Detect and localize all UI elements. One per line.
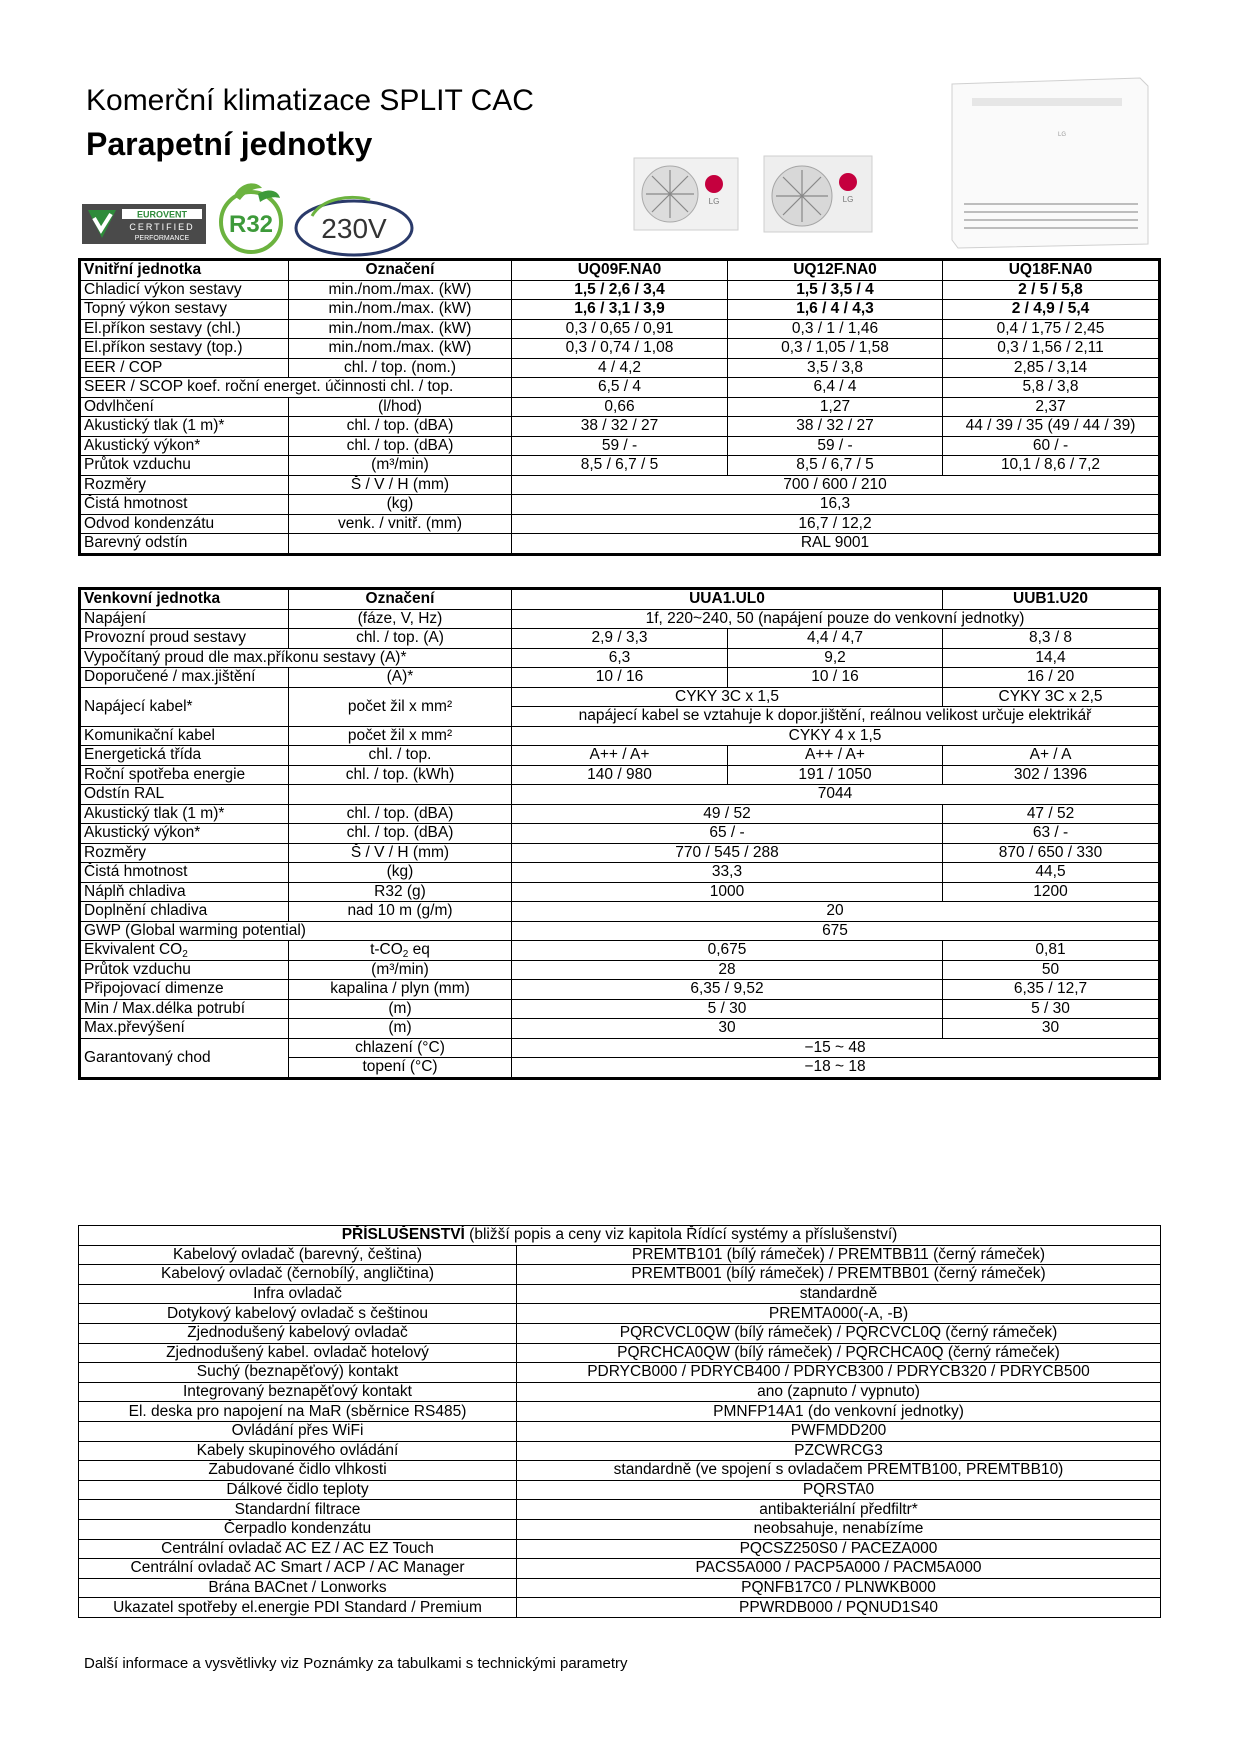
accessory-value: PQCSZ250S0 / PACEZA000 (517, 1539, 1161, 1559)
row-label: Provozní proud sestavy (80, 629, 289, 649)
table-row (80, 921, 1160, 941)
row-unit: (m³/min) (289, 960, 512, 980)
table-row (80, 319, 1160, 339)
row-value-span: RAL 9001 (512, 534, 1160, 555)
header-cell: Označení (289, 260, 512, 281)
accessory-value: antibakteriální předfiltr* (517, 1500, 1161, 1520)
row-value: 44,5 (943, 863, 1160, 883)
table-row (80, 397, 1160, 417)
row-label: Chladicí výkon sestavy (80, 280, 289, 300)
table-header-row (80, 260, 1160, 281)
unit-subscript: 2 (402, 949, 409, 960)
row-unit: chl. / top. (A) (289, 629, 512, 649)
row-unit (289, 534, 512, 555)
accessory-row (79, 1402, 1161, 1422)
row-value-span: 1f, 220~240, 50 (napájení pouze do venkovní jednotky) (512, 609, 1160, 629)
row-label: Max.převýšení (80, 1019, 289, 1039)
row-label: Čistá hmotnost (80, 863, 289, 883)
row-label: Doplnění chladiva (80, 902, 289, 922)
row-value-span: 16,3 (512, 495, 1160, 515)
row-value-span: 20 (512, 902, 1160, 922)
row-unit: chl. / top. (dBA) (289, 804, 512, 824)
row-unit: (m) (289, 1019, 512, 1039)
table-row (80, 339, 1160, 359)
row-label: GWP (Global warming potential) (80, 921, 512, 941)
accessory-value: standardně (ve spojení s ovladačem PREMTB100, PREMTBB10) (517, 1461, 1161, 1481)
row-unit: chlazení (°C) (289, 1038, 512, 1058)
accessories-title-rest: (bližší popis a ceny viz kapitola Řídící systémy a příslušenství) (464, 1226, 898, 1244)
table-row (80, 1038, 1160, 1058)
accessory-row (79, 1421, 1161, 1441)
accessory-row (79, 1578, 1161, 1598)
accessory-value: PZCWRCG3 (517, 1441, 1161, 1461)
row-label: Rozměry (80, 475, 289, 495)
row-label: Doporučené / max.jištění (80, 668, 289, 688)
brand-logo-text-3: LG (1058, 132, 1067, 138)
row-value: 8,5 / 6,7 / 5 (728, 456, 943, 476)
accessory-value: PQNFB17C0 / PLNWKB000 (517, 1578, 1161, 1598)
row-value: 8,3 / 8 (943, 629, 1160, 649)
row-label: Akustický výkon* (80, 824, 289, 844)
row-value: A++ / A+ (512, 746, 728, 766)
accessory-name: Kabelový ovladač (barevný, čeština) (79, 1245, 517, 1265)
row-value: 191 / 1050 (728, 765, 943, 785)
brand-logo-text-2: LG (842, 195, 854, 204)
accessory-name: Dálkové čidlo teploty (79, 1480, 517, 1500)
row-unit: (kg) (289, 863, 512, 883)
accessory-value: PREMTB001 (bílý rámeček) / PREMTBB01 (černý rámeček) (517, 1265, 1161, 1285)
accessory-row (79, 1480, 1161, 1500)
eurovent-text-2: CERTIFIED (129, 222, 195, 232)
table-row (80, 902, 1160, 922)
table-row (80, 609, 1160, 629)
accessory-name: Ukazatel spotřeby el.energie PDI Standard / Premium (79, 1598, 517, 1618)
row-label: Odvlhčení (80, 397, 289, 417)
row-value: 6,35 / 12,7 (943, 980, 1160, 1000)
table-row (80, 746, 1160, 766)
row-value: 1,5 / 2,6 / 3,4 (512, 280, 728, 300)
table-row (80, 629, 1160, 649)
accessory-row (79, 1245, 1161, 1265)
accessory-value: PDRYCB000 / PDRYCB400 / PDRYCB300 / PDRYCB320 / PDRYCB500 (517, 1363, 1161, 1383)
row-unit: (A)* (289, 668, 512, 688)
model-header: UQ09F.NA0 (512, 260, 728, 281)
table-row (80, 514, 1160, 534)
row-value-span: 7044 (512, 785, 1160, 805)
row-value: 10 / 16 (728, 668, 943, 688)
row-label: Roční spotřeba energie (80, 765, 289, 785)
eurovent-certified-icon (82, 204, 206, 244)
accessory-row (79, 1559, 1161, 1579)
unit-text: t-CO (370, 941, 403, 959)
row-unit: topení (°C) (289, 1058, 512, 1079)
outdoor-unit-small-image (632, 152, 740, 234)
row-label: Průtok vzduchu (80, 960, 289, 980)
page-title-line1: Komerční klimatizace SPLIT CAC (86, 84, 534, 117)
table-row (80, 687, 1160, 707)
accessory-row (79, 1304, 1161, 1324)
table-row (80, 804, 1160, 824)
row-value: 5,8 / 3,8 (943, 378, 1160, 398)
row-value: 302 / 1396 (943, 765, 1160, 785)
table-row (80, 534, 1160, 555)
accessory-name: Standardní filtrace (79, 1500, 517, 1520)
row-value: 6,35 / 9,52 (512, 980, 943, 1000)
row-unit: min./nom./max. (kW) (289, 339, 512, 359)
accessory-row (79, 1265, 1161, 1285)
row-value: 3,5 / 3,8 (728, 358, 943, 378)
row-unit: (l/hod) (289, 397, 512, 417)
row-value: 2,85 / 3,14 (943, 358, 1160, 378)
model-header: UQ12F.NA0 (728, 260, 943, 281)
table-header-row (80, 589, 1160, 610)
row-value: 8,5 / 6,7 / 5 (512, 456, 728, 476)
row-value: 33,3 (512, 863, 943, 883)
accessory-row (79, 1382, 1161, 1402)
table-row (80, 941, 1160, 961)
voltage-text: 230V (321, 213, 387, 244)
row-value: 50 (943, 960, 1160, 980)
accessory-value: standardně (517, 1284, 1161, 1304)
table-row (80, 456, 1160, 476)
table-row (80, 960, 1160, 980)
row-value-span: 16,7 / 12,2 (512, 514, 1160, 534)
row-unit: R32 (g) (289, 882, 512, 902)
row-value: 49 / 52 (512, 804, 943, 824)
row-unit: min./nom./max. (kW) (289, 300, 512, 320)
row-label: El.příkon sestavy (top.) (80, 339, 289, 359)
table-row (80, 436, 1160, 456)
table-row (80, 475, 1160, 495)
header-cell: Venkovní jednotka (80, 589, 289, 610)
footer-note: Další informace a vysvětlivky viz Poznámky za tabulkami s technickými parametry (84, 1655, 628, 1672)
table-row (80, 999, 1160, 1019)
table-row (80, 417, 1160, 437)
page-title-line2: Parapetní jednotky (86, 126, 373, 162)
row-value: 16 / 20 (943, 668, 1160, 688)
accessory-value: PWFMDD200 (517, 1421, 1161, 1441)
table-row (80, 1019, 1160, 1039)
row-unit: chl. / top. (dBA) (289, 824, 512, 844)
accessory-row (79, 1519, 1161, 1539)
table-row (80, 765, 1160, 785)
row-label: Připojovací dimenze (80, 980, 289, 1000)
accessory-name: El. deska pro napojení na MaR (sběrnice RS485) (79, 1402, 517, 1422)
table-row (80, 495, 1160, 515)
row-value: 0,675 (512, 941, 943, 961)
row-unit: Š / V / H (mm) (289, 475, 512, 495)
row-value: 0,3 / 1 / 1,46 (728, 319, 943, 339)
row-unit: chl. / top. (dBA) (289, 417, 512, 437)
row-value: 38 / 32 / 27 (728, 417, 943, 437)
row-label: Čistá hmotnost (80, 495, 289, 515)
row-value: 770 / 545 / 288 (512, 843, 943, 863)
accessory-row (79, 1343, 1161, 1363)
row-value: 10 / 16 (512, 668, 728, 688)
accessory-name: Kabely skupinového ovládání (79, 1441, 517, 1461)
row-value: 5 / 30 (943, 999, 1160, 1019)
accessory-value: PREMTA000(-A, -B) (517, 1304, 1161, 1324)
accessory-name: Brána BACnet / Lonworks (79, 1578, 517, 1598)
row-value: 2 / 5 / 5,8 (943, 280, 1160, 300)
row-value: 6,5 / 4 (512, 378, 728, 398)
table-row (80, 280, 1160, 300)
row-value: 6,3 (512, 648, 728, 668)
row-value-span: −18 ~ 18 (512, 1058, 1160, 1079)
row-label: Barevný odstín (80, 534, 289, 555)
outdoor-unit-table (78, 587, 1161, 1080)
row-value: 870 / 650 / 330 (943, 843, 1160, 863)
row-label: Vypočítaný proud dle max.příkonu sestavy (A)* (80, 648, 512, 668)
model-header: UUB1.U20 (943, 589, 1160, 610)
accessory-value: neobsahuje, nenabízíme (517, 1519, 1161, 1539)
table-row (80, 863, 1160, 883)
row-value: 60 / - (943, 436, 1160, 456)
accessories-title (79, 1226, 1161, 1246)
row-unit: počet žil x mm² (289, 726, 512, 746)
row-value: 30 (512, 1019, 943, 1039)
row-unit: (fáze, V, Hz) (289, 609, 512, 629)
accessory-name: Dotykový kabelový ovladač s češtinou (79, 1304, 517, 1324)
row-value: 4 / 4,2 (512, 358, 728, 378)
row-value: 2,37 (943, 397, 1160, 417)
accessory-name: Centrální ovladač AC Smart / ACP / AC Manager (79, 1559, 517, 1579)
row-label: Min / Max.délka potrubí (80, 999, 289, 1019)
row-label: Náplň chladiva (80, 882, 289, 902)
accessory-row (79, 1284, 1161, 1304)
row-unit: chl. / top. (dBA) (289, 436, 512, 456)
row-value: 63 / - (943, 824, 1160, 844)
row-label: Napájecí kabel* (80, 687, 289, 726)
accessory-row (79, 1598, 1161, 1618)
row-label: Garantovaný chod (80, 1038, 289, 1078)
accessories-table (78, 1225, 1161, 1618)
row-value: 5 / 30 (512, 999, 943, 1019)
table-row (80, 668, 1160, 688)
row-label: Energetická třída (80, 746, 289, 766)
table-row (80, 843, 1160, 863)
accessory-value: ano (zapnuto / vypnuto) (517, 1382, 1161, 1402)
row-unit: venk. / vnitř. (mm) (289, 514, 512, 534)
accessory-name: Integrovaný beznapěťový kontakt (79, 1382, 517, 1402)
row-value: 38 / 32 / 27 (512, 417, 728, 437)
row-value: A+ / A (943, 746, 1160, 766)
row-value: 44 / 39 / 35 (49 / 44 / 39) (943, 417, 1160, 437)
row-label: Komunikační kabel (80, 726, 289, 746)
header-cell: Označení (289, 589, 512, 610)
row-unit: chl. / top. (kWh) (289, 765, 512, 785)
accessory-row (79, 1539, 1161, 1559)
row-value: 59 / - (512, 436, 728, 456)
row-value: 14,4 (943, 648, 1160, 668)
row-value: 6,4 / 4 (728, 378, 943, 398)
row-value: 2,9 / 3,3 (512, 629, 728, 649)
accessory-value: PACS5A000 / PACP5A000 / PACM5A000 (517, 1559, 1161, 1579)
row-value: 9,2 (728, 648, 943, 668)
table-row (80, 358, 1160, 378)
row-unit: nad 10 m (g/m) (289, 902, 512, 922)
table-row (80, 882, 1160, 902)
model-header: UUA1.UL0 (512, 589, 943, 610)
r32-text: R32 (228, 211, 274, 238)
row-value: 1200 (943, 882, 1160, 902)
accessory-name: Zjednodušený kabelový ovladač (79, 1323, 517, 1343)
row-label: Akustický výkon* (80, 436, 289, 456)
table-row (80, 980, 1160, 1000)
accessory-name: Suchý (beznapěťový) kontakt (79, 1363, 517, 1383)
row-value-span: −15 ~ 48 (512, 1038, 1160, 1058)
accessory-name: Infra ovladač (79, 1284, 517, 1304)
row-value: 59 / - (728, 436, 943, 456)
accessory-value: PMNFP14A1 (do venkovní jednotky) (517, 1402, 1161, 1422)
row-unit: kapalina / plyn (mm) (289, 980, 512, 1000)
row-value: 0,3 / 0,74 / 1,08 (512, 339, 728, 359)
row-label: SEER / SCOP koef. roční energet. účinnosti chl. / top. (80, 378, 512, 398)
table-row (80, 785, 1160, 805)
accessory-name: Centrální ovladač AC EZ / AC EZ Touch (79, 1539, 517, 1559)
accessory-name: Čerpadlo kondenzátu (79, 1519, 517, 1539)
row-value: 10,1 / 8,6 / 7,2 (943, 456, 1160, 476)
voltage-230v-icon (292, 194, 416, 258)
accessory-name: Zabudované čidlo vlhkosti (79, 1461, 517, 1481)
row-value: CYKY 3C x 2,5 (943, 687, 1160, 707)
row-label: Akustický tlak (1 m)* (80, 417, 289, 437)
accessory-row (79, 1461, 1161, 1481)
accessories-title-row (79, 1226, 1161, 1246)
accessory-value: PQRSTA0 (517, 1480, 1161, 1500)
row-value: 140 / 980 (512, 765, 728, 785)
row-label: Průtok vzduchu (80, 456, 289, 476)
accessory-value: PPWRDB000 / PQNUD1S40 (517, 1598, 1161, 1618)
row-value: CYKY 3C x 1,5 (512, 687, 943, 707)
outdoor-unit-large-image (762, 152, 874, 236)
row-label: EER / COP (80, 358, 289, 378)
row-value: 1000 (512, 882, 943, 902)
row-unit: chl. / top. (nom.) (289, 358, 512, 378)
table-row (80, 824, 1160, 844)
table-row (80, 726, 1160, 746)
row-unit: (kg) (289, 495, 512, 515)
accessory-name: Zjednodušený kabel. ovladač hotelový (79, 1343, 517, 1363)
row-value: 0,66 (512, 397, 728, 417)
model-header: UQ18F.NA0 (943, 260, 1160, 281)
row-unit (289, 941, 512, 961)
accessory-value: PQRCHCA0QW (bílý rámeček) / PQRCHCA0Q (černý rámeček) (517, 1343, 1161, 1363)
row-label: Odvod kondenzátu (80, 514, 289, 534)
indoor-unit-table (78, 258, 1161, 556)
accessories-title-bold: PŘÍSLUŠENSTVÍ (341, 1226, 465, 1244)
row-label (80, 941, 289, 961)
eurovent-text-3: PERFORMANCE (134, 235, 190, 242)
row-unit: (m³/min) (289, 456, 512, 476)
row-value: 0,3 / 0,65 / 0,91 (512, 319, 728, 339)
row-note: napájecí kabel se vztahuje k dopor.jištění, reálnou velikost určuje elektrikář (512, 707, 1160, 727)
row-value: 30 (943, 1019, 1160, 1039)
row-value: 1,6 / 4 / 4,3 (728, 300, 943, 320)
row-value: 4,4 / 4,7 (728, 629, 943, 649)
row-value: 28 (512, 960, 943, 980)
row-label: Topný výkon sestavy (80, 300, 289, 320)
table-row (80, 648, 1160, 668)
row-unit: min./nom./max. (kW) (289, 319, 512, 339)
row-value: 47 / 52 (943, 804, 1160, 824)
row-unit: Š / V / H (mm) (289, 843, 512, 863)
brand-logo-text-1: LG (708, 197, 720, 206)
row-value: 0,3 / 1,05 / 1,58 (728, 339, 943, 359)
table-row (80, 300, 1160, 320)
accessory-value: PREMTB101 (bílý rámeček) / PREMTBB11 (černý rámeček) (517, 1245, 1161, 1265)
accessory-row (79, 1441, 1161, 1461)
accessory-row (79, 1323, 1161, 1343)
table-row (80, 378, 1160, 398)
row-unit: (m) (289, 999, 512, 1019)
accessory-name: Ovládání přes WiFi (79, 1421, 517, 1441)
row-value: 2 / 4,9 / 5,4 (943, 300, 1160, 320)
row-value: 1,6 / 3,1 / 3,9 (512, 300, 728, 320)
row-label: Napájení (80, 609, 289, 629)
row-value-span: 675 (512, 921, 1160, 941)
eurovent-text-1: EUROVENT (136, 209, 188, 220)
row-unit: počet žil x mm² (289, 687, 512, 726)
unit-tail: eq (408, 941, 430, 959)
accessory-row (79, 1363, 1161, 1383)
row-label: El.příkon sestavy (chl.) (80, 319, 289, 339)
row-value: 65 / - (512, 824, 943, 844)
accessory-value: PQRCVCL0QW (bílý rámeček) / PQRCVCL0Q (černý rámeček) (517, 1323, 1161, 1343)
row-label: Rozměry (80, 843, 289, 863)
accessory-row (79, 1500, 1161, 1520)
header-cell: Vnitřní jednotka (80, 260, 289, 281)
accessory-name: Kabelový ovladač (černobílý, angličtina) (79, 1265, 517, 1285)
row-value-span: 700 / 600 / 210 (512, 475, 1160, 495)
r32-refrigerant-icon (212, 180, 290, 258)
label-subscript: 2 (182, 949, 188, 960)
row-value: A++ / A+ (728, 746, 943, 766)
row-unit: chl. / top. (289, 746, 512, 766)
row-label: Akustický tlak (1 m)* (80, 804, 289, 824)
row-label: Odstín RAL (80, 785, 289, 805)
row-unit: min./nom./max. (kW) (289, 280, 512, 300)
row-value: 0,81 (943, 941, 1160, 961)
row-unit (289, 785, 512, 805)
row-value: 0,3 / 1,56 / 2,11 (943, 339, 1160, 359)
label-text: Ekvivalent CO (84, 941, 183, 959)
row-value-span: CYKY 4 x 1,5 (512, 726, 1160, 746)
row-value: 1,27 (728, 397, 943, 417)
row-value: 0,4 / 1,75 / 2,45 (943, 319, 1160, 339)
row-value: 1,5 / 3,5 / 4 (728, 280, 943, 300)
indoor-console-unit-image (948, 76, 1152, 250)
